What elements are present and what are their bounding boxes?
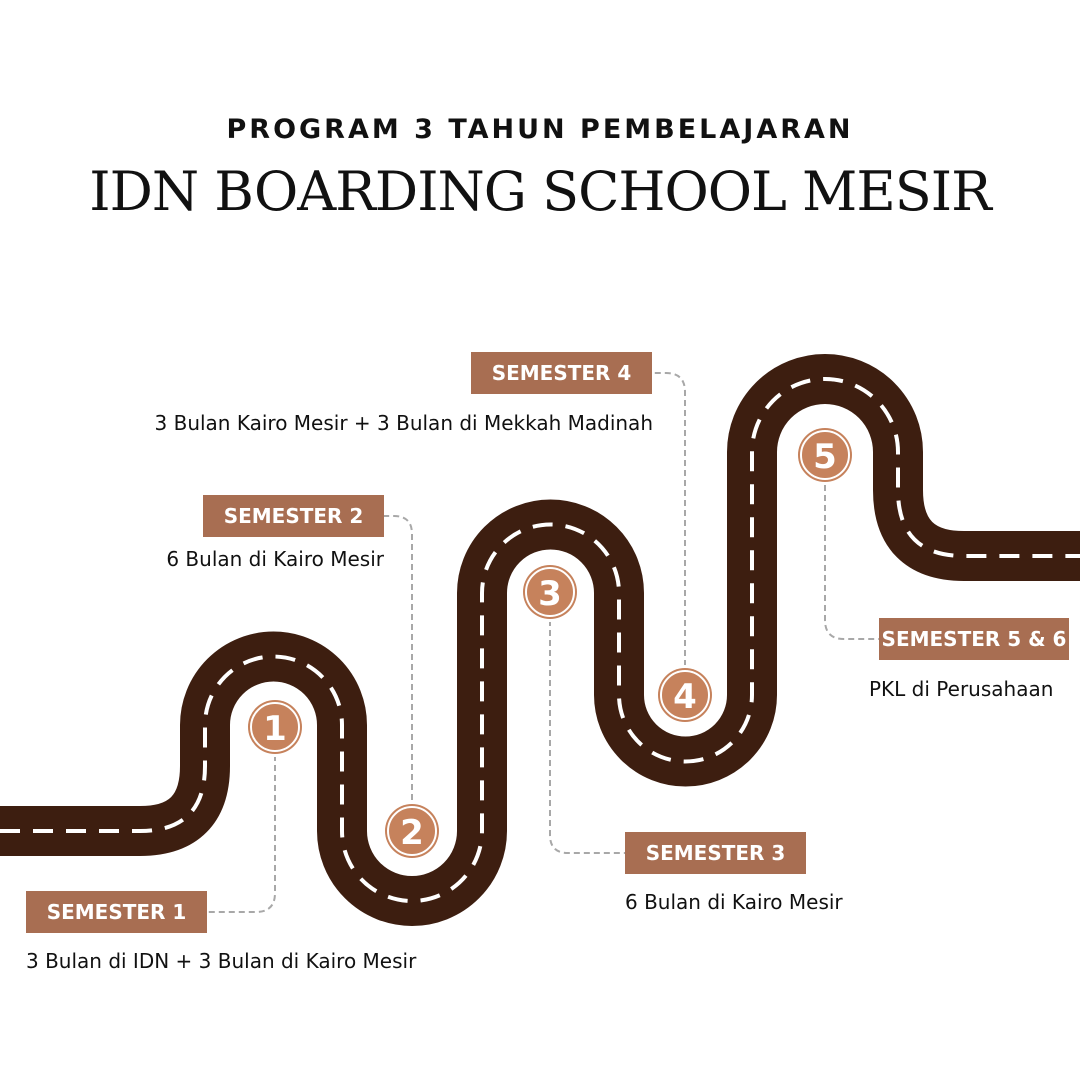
semester-5-6-description: PKL di Perusahaan — [869, 677, 1054, 701]
semester-3-badge — [625, 832, 806, 874]
milestone-number-1: 1 — [263, 709, 287, 749]
semester-1-description: 3 Bulan di IDN + 3 Bulan di Kairo Mesir — [26, 949, 417, 973]
semester-3-label: SEMESTER 3 — [645, 841, 786, 865]
milestone-number-5: 5 — [813, 437, 837, 477]
semester-3-description: 6 Bulan di Kairo Mesir — [625, 890, 843, 914]
milestone-number-2: 2 — [400, 813, 424, 853]
program-subtitle: PROGRAM 3 TAHUN PEMBELAJARAN — [226, 114, 854, 145]
semester-4-badge — [471, 352, 652, 394]
semester-1-badge — [26, 891, 207, 933]
semester-2-label: SEMESTER 2 — [223, 504, 364, 528]
school-title: IDN BOARDING SCHOOL MESIR — [89, 160, 991, 223]
milestone-marker-5 — [795, 425, 855, 485]
semester-2-badge — [203, 495, 384, 537]
connector-5 — [825, 485, 879, 639]
milestone-number-4: 4 — [673, 677, 697, 717]
semester-5-6-badge — [879, 618, 1069, 660]
semester-2-description: 6 Bulan di Kairo Mesir — [166, 547, 384, 571]
connector-4 — [652, 373, 685, 666]
semester-1-label: SEMESTER 1 — [46, 900, 187, 924]
semester-5-6-label: SEMESTER 5 & 6 — [881, 627, 1067, 651]
milestone-marker-2 — [382, 801, 442, 861]
milestone-marker-3 — [520, 562, 580, 622]
connector-2 — [384, 516, 412, 800]
milestone-number-3: 3 — [538, 574, 562, 614]
semester-4-label: SEMESTER 4 — [491, 361, 632, 385]
milestone-marker-1 — [245, 697, 305, 757]
milestone-marker-4 — [655, 665, 715, 725]
semester-4-description: 3 Bulan Kairo Mesir + 3 Bulan di Mekkah Madinah — [154, 411, 653, 435]
